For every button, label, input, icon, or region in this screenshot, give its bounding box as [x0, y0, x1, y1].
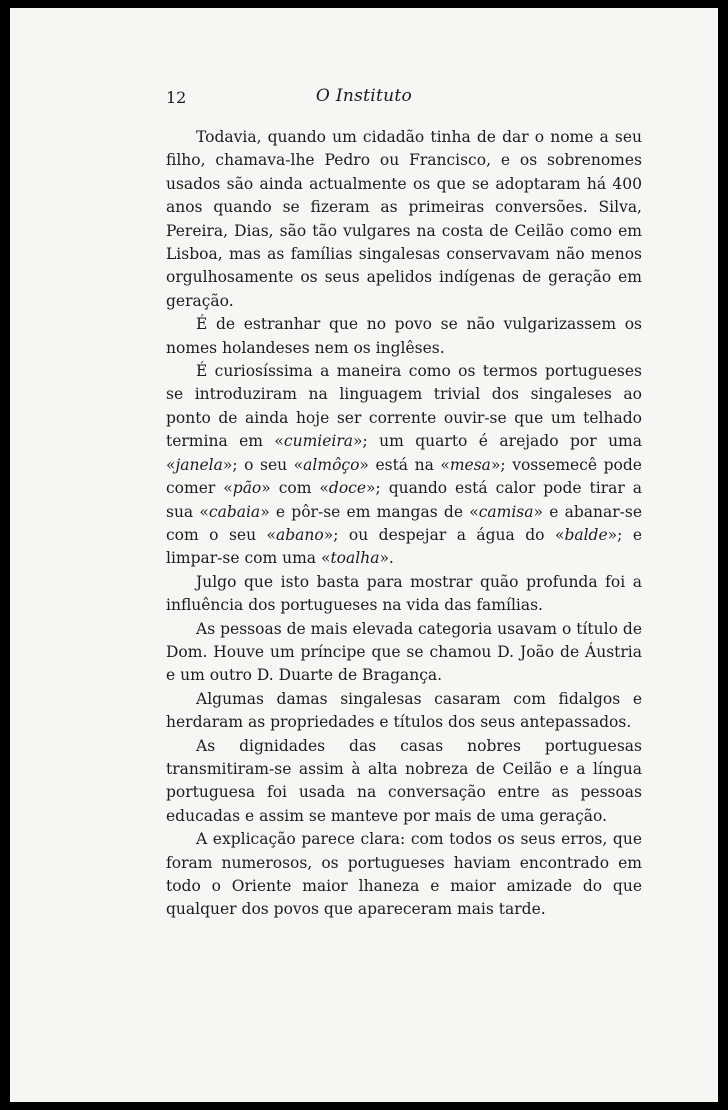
italic-term: doce	[328, 479, 367, 498]
paragraph-7: As dignidades das casas nobres portuguesas transmitiram-se assim à alta nobreza de Ceilão e a língua portuguesa foi usada na conversação entre as pessoas educadas e assim se manteve por mais de uma geração.	[166, 736, 642, 825]
text-fragment: »; e limpar-se com uma «	[166, 525, 642, 568]
text-fragment: »; vossemecê pode comer «	[166, 455, 642, 498]
italic-term: janela	[175, 455, 223, 474]
text-fragment: É curiosíssima a maneira como os termos portugueses se introduziram na linguagem trivial dos singaleses ao ponto de ainda hoje ser corrente ouvir-se que um telhado termina em «	[166, 362, 642, 451]
italic-term: cumieira	[283, 432, 354, 451]
text-fragment: » com «	[261, 479, 329, 498]
paragraph-4: Julgo que isto basta para mostrar quão profunda foi a influência dos portugueses na vida das famílias.	[166, 572, 642, 615]
italic-term: camisa	[478, 502, 534, 521]
running-title: O Instituto	[315, 86, 413, 106]
text-fragment: »; o seu «	[222, 455, 304, 474]
text-fragment: ».	[379, 549, 394, 568]
book-page	[10, 8, 718, 1102]
page-header	[10, 86, 718, 110]
text-fragment: » e pôr-se em mangas de «	[260, 502, 479, 521]
page-number: 12	[166, 88, 187, 107]
paragraph-3	[166, 360, 642, 571]
paragraph-8: A explicação parece clara: com todos os seus erros, que foram numerosos, os portugueses haviam encontrado em todo o Oriente maior lhaneza e maior amizade do que qualquer dos povos que apareceram mais tarde.	[166, 830, 642, 919]
text-fragment: »; quando está calor pode tirar a sua «	[166, 479, 643, 521]
italic-term: abano	[276, 525, 324, 544]
italic-term: pão	[232, 479, 262, 498]
italic-term: cabaia	[208, 502, 261, 521]
text-fragment: »; ou despejar a água do «	[323, 525, 565, 544]
italic-term: almôço	[303, 455, 360, 474]
italic-term: toalha	[330, 549, 380, 568]
paragraph-6: Algumas damas singalesas casaram com fidalgos e herdaram as propriedades e títulos dos seus antepassados.	[166, 689, 642, 732]
text-fragment: » e abanar-se com o seu «	[166, 502, 642, 544]
italic-term: mesa	[449, 455, 491, 474]
text-fragment: » está na «	[359, 455, 450, 474]
text-fragment: »; um quarto é arejado por uma «	[166, 432, 642, 474]
paragraph-5: As pessoas de mais elevada categoria usavam o título de Dom. Houve um príncipe que se chamou D. João de Áustria e um outro D. Duarte de Bragança.	[166, 619, 642, 685]
italic-term: balde	[564, 525, 608, 544]
body-text	[166, 126, 642, 922]
paragraph-2: É de estranhar que no povo se não vulgarizassem os nomes holandeses nem os inglêses.	[166, 315, 642, 357]
paragraph-1: Todavia, quando um cidadão tinha de dar o nome a seu filho, chamava-lhe Pedro ou Francisco, e os sobrenomes usados são ainda actualmente os que se adoptaram há 400 anos quando se fizeram as primeiras conversões. Silva, Pereira, Dias, são tão vulgares na costa de Ceilão como em Lisboa, mas as famílias singalesas conservavam não menos orgulhosamente os seus apelidos indígenas de geração em geração.	[166, 128, 642, 310]
